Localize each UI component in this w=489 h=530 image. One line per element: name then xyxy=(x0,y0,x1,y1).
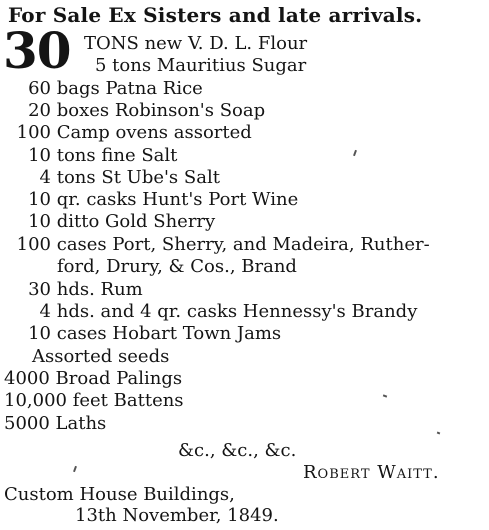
print-speck xyxy=(437,432,441,435)
address-line-1: Custom House Buildings, xyxy=(4,484,235,505)
item-quantity: 4 xyxy=(39,301,51,322)
item-quantity: 100 xyxy=(16,234,51,255)
item-quantity: 4000 xyxy=(4,368,50,389)
item-quantity: 20 xyxy=(28,100,51,121)
list-item xyxy=(4,368,182,390)
lead-line-sugar: 5 tons Mauritius Sugar xyxy=(95,55,307,76)
item-quantity: 4 xyxy=(39,167,51,188)
item-text: cases Port, Sherry, and Madeira, Ruther- xyxy=(56,234,430,255)
list-item xyxy=(0,167,220,189)
list-item xyxy=(4,413,106,435)
item-text: boxes Robinson's Soap xyxy=(56,100,266,121)
signature: Robert Waitt. xyxy=(303,462,440,483)
item-text: tons fine Salt xyxy=(56,145,178,166)
list-item xyxy=(0,100,265,122)
item-text: Laths xyxy=(55,413,107,434)
list-item xyxy=(0,301,417,323)
list-item xyxy=(0,234,430,256)
list-item xyxy=(0,279,143,301)
item-text: ditto Gold Sherry xyxy=(56,211,216,232)
list-item xyxy=(4,390,184,412)
address-line-2: 13th November, 1849. xyxy=(75,505,279,526)
item-text: bags Patna Rice xyxy=(56,78,203,99)
list-item xyxy=(0,145,177,167)
print-speck xyxy=(73,466,77,472)
item-quantity: 10 xyxy=(28,145,51,166)
ad-heading: For Sale Ex Sisters and late arrivals. xyxy=(8,3,423,27)
item-text: qr. casks Hunt's Port Wine xyxy=(56,189,299,210)
item-quantity: 100 xyxy=(16,122,51,143)
item-quantity: 30 xyxy=(28,279,51,300)
item-text: Camp ovens assorted xyxy=(56,122,252,143)
item-quantity: 10 xyxy=(28,211,51,232)
item-text: cases Hobart Town Jams xyxy=(56,323,282,344)
list-item xyxy=(0,189,298,211)
item-text: Broad Palings xyxy=(55,368,183,389)
item-text: tons St Ube's Salt xyxy=(56,167,220,188)
etc-line: &c., &c., &c. xyxy=(178,440,297,461)
list-item xyxy=(32,346,169,368)
print-speck xyxy=(353,150,357,156)
item-text: Assorted seeds xyxy=(32,346,170,367)
item-text: feet Battens xyxy=(72,390,184,411)
item-text: hds. and 4 qr. casks Hennessy's Brandy xyxy=(56,301,418,322)
item-quantity: 10,000 xyxy=(4,390,67,411)
print-speck xyxy=(383,394,387,397)
list-item-continuation xyxy=(57,256,297,278)
item-quantity: 60 xyxy=(28,78,51,99)
list-item xyxy=(0,122,252,144)
item-quantity: 10 xyxy=(28,323,51,344)
item-quantity: 5000 xyxy=(4,413,50,434)
item-text: hds. Rum xyxy=(56,279,143,300)
list-item xyxy=(0,211,215,233)
lead-quantity: 30 xyxy=(3,21,71,80)
lead-line-flour: TONS new V. D. L. Flour xyxy=(84,33,308,54)
item-quantity: 10 xyxy=(28,189,51,210)
list-item xyxy=(0,78,203,100)
item-text: ford, Drury, & Cos., Brand xyxy=(57,256,297,277)
list-item xyxy=(0,323,281,345)
